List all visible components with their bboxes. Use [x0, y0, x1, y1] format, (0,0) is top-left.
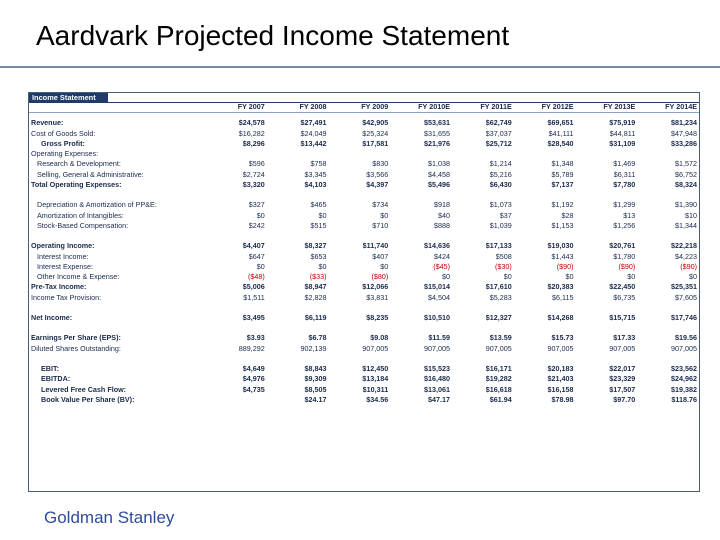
row-value: $61.94 [489, 394, 512, 404]
row-value: $10 [685, 210, 697, 220]
row-value: $918 [434, 200, 450, 210]
table-row [29, 129, 699, 139]
row-value: $21,976 [424, 138, 450, 148]
row-value: $10,510 [424, 313, 450, 323]
row-value: $8,296 [242, 138, 265, 148]
table-row [29, 241, 699, 251]
row-value: $653 [310, 251, 327, 261]
column-header: FY 2011E [452, 102, 514, 113]
label-column-header [29, 102, 205, 113]
row-label: Stock-Based Compensation: [37, 220, 129, 230]
row-value: $1,572 [675, 159, 697, 169]
sheet-header-bar [29, 93, 699, 103]
row-value: $22,218 [671, 241, 697, 251]
row-value: $19.56 [675, 333, 697, 343]
row-value: $19,282 [485, 374, 512, 384]
table-row [29, 364, 699, 374]
row-value: $1,344 [675, 220, 697, 230]
column-header: FY 2013E [576, 102, 638, 113]
row-value: 907,005 [547, 343, 574, 353]
row-value: $6,752 [675, 169, 697, 179]
row-label: Interest Income: [37, 251, 89, 261]
table-row [29, 395, 699, 405]
row-value: 907,005 [671, 343, 697, 353]
row-value: $647 [248, 251, 265, 261]
row-value: $3.93 [246, 333, 265, 343]
table-row [29, 333, 699, 343]
row-value: $515 [310, 220, 327, 230]
row-value: $0 [627, 272, 636, 282]
row-value: $1,214 [489, 159, 512, 169]
row-label: Book Value Per Share (BV): [41, 394, 135, 404]
row-value: $12,450 [362, 363, 389, 373]
column-header: FY 2010E [390, 102, 452, 113]
row-value: $75,919 [609, 118, 636, 128]
row-value: $1,780 [613, 251, 636, 261]
row-value: $1,192 [551, 200, 574, 210]
table-row [29, 180, 699, 190]
row-value: $3,345 [304, 169, 327, 179]
row-value: $13,442 [300, 138, 327, 148]
row-value: $41,111 [548, 128, 574, 138]
row-label: Selling, General & Administrative: [37, 169, 144, 179]
row-label: Operating Income: [31, 241, 95, 251]
row-value: $17,610 [485, 282, 512, 292]
row-value: $7,605 [675, 292, 697, 302]
row-value: $327 [248, 200, 265, 210]
row-value: 907,005 [485, 343, 512, 353]
row-label: Cost of Goods Sold: [31, 128, 96, 138]
row-value: $8,235 [366, 313, 389, 323]
row-value: $24,962 [671, 374, 697, 384]
column-header: FY 2007 [205, 102, 267, 113]
row-value: $21,403 [547, 374, 574, 384]
row-value: $5,216 [489, 169, 512, 179]
row-value: $4,103 [304, 180, 327, 190]
row-value: $16,158 [547, 384, 574, 394]
row-value: ($80) [371, 272, 389, 282]
row-value: $22,017 [609, 363, 636, 373]
row-value: ($45) [433, 261, 450, 271]
row-value [390, 149, 452, 159]
row-value: $40 [438, 210, 450, 220]
row-value: $4,504 [428, 292, 450, 302]
row-value: $0 [689, 272, 697, 282]
row-value: $25,324 [362, 128, 389, 138]
row-label: Total Operating Expenses: [31, 180, 122, 190]
row-value: $424 [434, 251, 450, 261]
table-row [29, 200, 699, 210]
row-value: $734 [372, 200, 389, 210]
row-value: 907,005 [362, 343, 389, 353]
row-value: $8,947 [304, 282, 327, 292]
row-value: $37,037 [485, 128, 512, 138]
table-row [29, 313, 699, 323]
column-header: FY 2009 [329, 102, 391, 113]
row-value: $16,618 [485, 384, 512, 394]
row-value: $97.70 [613, 394, 636, 404]
row-value: $78.98 [551, 394, 574, 404]
table-row [29, 344, 699, 354]
row-value: $15.73 [551, 333, 574, 343]
row-value: $2,828 [304, 292, 327, 302]
row-value: $5,006 [242, 282, 265, 292]
row-value: $242 [248, 220, 265, 230]
column-header: FY 2008 [267, 102, 329, 113]
slide-title: Aardvark Projected Income Statement [36, 20, 510, 51]
table-row [29, 272, 699, 282]
row-value: $37 [499, 210, 512, 220]
row-value [514, 149, 576, 159]
row-value: $4,407 [242, 241, 265, 251]
row-value: $13,184 [362, 374, 389, 384]
row-value: $0 [442, 272, 450, 282]
row-label: Pre-Tax Income: [31, 282, 87, 292]
row-value: $17,133 [485, 241, 512, 251]
table-row [29, 170, 699, 180]
row-label: Net Income: [31, 313, 73, 323]
row-value: $23,562 [671, 363, 697, 373]
row-value: $118.76 [671, 394, 697, 404]
row-value: $8,327 [304, 241, 327, 251]
row-label: Diluted Shares Outstanding: [31, 343, 121, 353]
row-value: ($48) [247, 272, 265, 282]
row-value: $4,458 [428, 169, 450, 179]
row-value: $7,780 [613, 180, 636, 190]
row-value: $0 [380, 261, 389, 271]
table-row [29, 211, 699, 221]
row-value: $33,286 [671, 138, 697, 148]
row-value: $16,171 [485, 363, 512, 373]
row-label: EBIT: [41, 363, 59, 373]
row-label: Amortization of Intangibles: [37, 210, 124, 220]
row-value: $17,507 [609, 384, 636, 394]
row-value: $8,324 [675, 180, 697, 190]
row-value: $11,740 [362, 241, 389, 251]
row-value: $6,311 [613, 169, 636, 179]
row-value: $15,014 [424, 282, 450, 292]
row-label: Revenue: [31, 118, 64, 128]
column-header-row [29, 102, 699, 113]
row-value: $508 [495, 251, 512, 261]
row-value: $3,566 [366, 169, 389, 179]
table-row [29, 139, 699, 149]
row-value: $13.59 [489, 333, 512, 343]
row-value: $28 [561, 210, 574, 220]
table-row [29, 262, 699, 272]
column-header: FY 2012E [514, 102, 576, 113]
row-value: $53,631 [424, 118, 450, 128]
row-value: $17,746 [671, 313, 697, 323]
row-value: $42,905 [362, 118, 389, 128]
row-label: Interest Expense: [37, 261, 93, 271]
sheet-header: Income Statement [29, 93, 108, 102]
row-value: $34.56 [366, 394, 389, 404]
title-divider [0, 66, 720, 68]
row-value: $6.78 [308, 333, 327, 343]
row-value: $12,066 [362, 282, 389, 292]
row-value: $24,578 [238, 118, 265, 128]
row-value: $0 [318, 210, 327, 220]
row-value: $2,724 [242, 169, 265, 179]
row-value: $7,137 [551, 180, 574, 190]
row-value: 889,292 [238, 343, 265, 353]
row-value: $4,976 [242, 374, 265, 384]
row-label: Levered Free Cash Flow: [41, 384, 127, 394]
row-value: $14,268 [547, 313, 574, 323]
row-value: $4,735 [242, 384, 265, 394]
row-value: $14,636 [424, 241, 450, 251]
table-row [29, 293, 699, 303]
row-value: $20,383 [547, 282, 574, 292]
row-value: $17,581 [362, 138, 389, 148]
row-value: $19,382 [671, 384, 697, 394]
row-value: $0 [256, 261, 265, 271]
row-value: ($33) [309, 272, 327, 282]
row-value: $8,505 [304, 384, 327, 394]
row-value: $758 [310, 159, 327, 169]
row-value: $62,749 [485, 118, 512, 128]
row-value: $16,282 [238, 128, 265, 138]
row-value: $11.59 [428, 333, 450, 343]
row-value: $1,039 [489, 220, 512, 230]
row-value: 907,005 [424, 343, 450, 353]
row-value: $5,789 [551, 169, 574, 179]
row-value: $5,283 [489, 292, 512, 302]
row-value: $27,491 [300, 118, 327, 128]
row-value: $44,811 [609, 128, 636, 138]
column-header: FY 2014E [637, 102, 699, 113]
row-value: $25,712 [485, 138, 512, 148]
row-value: $1,153 [551, 220, 574, 230]
row-value [267, 149, 329, 159]
row-label: EBITDA: [41, 374, 71, 384]
table-row [29, 221, 699, 231]
income-table [29, 102, 699, 405]
row-value: $596 [248, 159, 265, 169]
row-value: $6,119 [304, 313, 327, 323]
table-body [29, 113, 699, 405]
row-value: $16,480 [424, 374, 450, 384]
row-value: 902,139 [300, 343, 327, 353]
row-value: $710 [372, 220, 389, 230]
row-value: $4,649 [242, 363, 265, 373]
row-value: $1,469 [613, 159, 636, 169]
row-value: $5,496 [428, 180, 450, 190]
row-value: $31,109 [609, 138, 636, 148]
row-value: 907,005 [609, 343, 636, 353]
row-label: Depreciation & Amortization of PP&E: [37, 200, 157, 210]
row-value [637, 149, 699, 159]
row-value: $6,735 [613, 292, 636, 302]
row-value: $1,348 [551, 159, 574, 169]
row-value [576, 149, 638, 159]
row-value: $1,511 [243, 292, 265, 302]
row-value: $81,234 [671, 118, 697, 128]
row-value: $13,061 [424, 384, 450, 394]
row-value [452, 149, 514, 159]
row-value: $12,327 [485, 313, 512, 323]
row-value: $24,049 [300, 128, 327, 138]
row-value: ($30) [494, 261, 512, 271]
row-value: $9.08 [370, 333, 389, 343]
income-statement-sheet [28, 92, 700, 492]
row-value: $6,115 [552, 292, 574, 302]
row-value: $465 [310, 200, 327, 210]
row-value: $23,329 [609, 374, 636, 384]
table-row [29, 118, 699, 128]
row-value: $69,651 [547, 118, 574, 128]
row-value: $1,299 [613, 200, 636, 210]
row-value: $20,761 [609, 241, 636, 251]
row-value: $1,038 [428, 159, 450, 169]
row-value: $1,443 [551, 251, 574, 261]
row-label: Gross Profit: [41, 138, 85, 148]
table-row [29, 149, 699, 159]
row-value: $0 [256, 210, 265, 220]
row-label: Operating Expenses: [31, 149, 99, 159]
row-value: $830 [372, 159, 389, 169]
row-value: $3,495 [242, 313, 265, 323]
row-value [205, 149, 267, 159]
row-value: $17.33 [613, 333, 636, 343]
footer-brand: Goldman Stanley [44, 508, 175, 527]
row-value: $22,450 [609, 282, 636, 292]
row-value: $25,351 [671, 282, 697, 292]
row-value: $9,309 [304, 374, 327, 384]
table-row [29, 374, 699, 384]
row-value: ($90) [556, 261, 574, 271]
row-value: $0 [318, 261, 327, 271]
row-value: $1,256 [613, 220, 636, 230]
row-value: $47.17 [428, 394, 450, 404]
row-value: $407 [372, 251, 389, 261]
row-value: $10,311 [362, 384, 389, 394]
row-value: $24.17 [304, 394, 327, 404]
row-value: $0 [565, 272, 574, 282]
table-row [29, 282, 699, 292]
row-value: $28,540 [547, 138, 574, 148]
table-row [29, 159, 699, 169]
row-value: $6,430 [489, 180, 512, 190]
row-value: $8,843 [304, 363, 327, 373]
row-value: $4,397 [366, 180, 389, 190]
row-value: $15,715 [609, 313, 636, 323]
row-value: $13 [623, 210, 636, 220]
row-label: Income Tax Provision: [31, 292, 102, 302]
row-value: $1,390 [675, 200, 697, 210]
row-value: $15,523 [424, 363, 450, 373]
row-value: $19,030 [547, 241, 574, 251]
row-value: ($90) [680, 261, 697, 271]
row-value: ($90) [618, 261, 636, 271]
row-value [205, 395, 267, 405]
row-value [329, 149, 391, 159]
row-value: $31,655 [424, 128, 450, 138]
table-row [29, 252, 699, 262]
row-value: $47,948 [671, 128, 697, 138]
row-value: $0 [380, 210, 389, 220]
row-value: $3,831 [366, 292, 389, 302]
row-value: $888 [434, 220, 450, 230]
row-label: Research & Development: [37, 159, 121, 169]
row-value: $0 [503, 272, 512, 282]
row-value: $4,223 [675, 251, 697, 261]
row-value: $1,073 [489, 200, 512, 210]
row-value: $3,320 [242, 180, 265, 190]
table-row [29, 385, 699, 395]
row-label: Other Income & Expense: [37, 272, 120, 282]
row-value: $20,183 [547, 363, 574, 373]
row-label: Earnings Per Share (EPS): [31, 333, 121, 343]
